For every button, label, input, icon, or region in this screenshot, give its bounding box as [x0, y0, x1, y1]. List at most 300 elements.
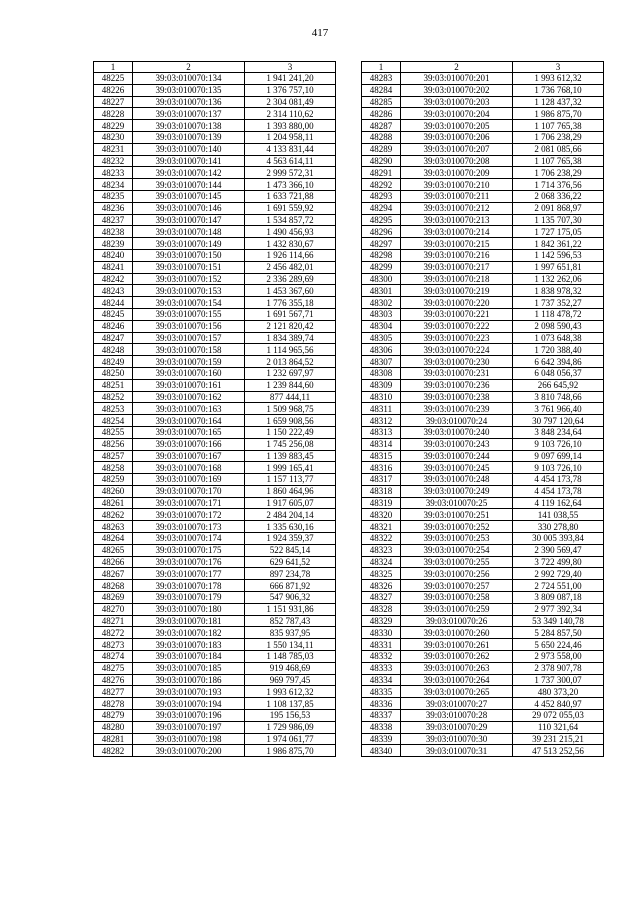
row-number-cell: 48295 — [362, 214, 401, 226]
cadastral-number-cell: 39:03:010070:224 — [401, 344, 513, 356]
cadastral-number-cell: 39:03:010070:239 — [401, 403, 513, 415]
cadastral-number-cell: 39:03:010070:263 — [401, 662, 513, 674]
row-number-cell: 48266 — [94, 556, 133, 568]
cadastral-number-cell: 39:03:010070:248 — [401, 474, 513, 486]
cadastral-value-cell: 2 068 336,22 — [513, 190, 604, 202]
row-number-cell: 48271 — [94, 615, 133, 627]
table-row — [362, 108, 604, 120]
table-row — [362, 686, 604, 698]
cadastral-number-cell: 39:03:010070:24 — [401, 415, 513, 427]
cadastral-value-cell: 1 139 883,45 — [245, 450, 336, 462]
row-number-cell: 48226 — [94, 84, 133, 96]
row-number-cell: 48307 — [362, 356, 401, 368]
cadastral-number-cell: 39:03:010070:245 — [401, 462, 513, 474]
row-number-cell: 48263 — [94, 521, 133, 533]
cadastral-number-cell: 39:03:010070:265 — [401, 686, 513, 698]
table-row — [94, 320, 336, 332]
cadastral-number-cell: 39:03:010070:219 — [401, 285, 513, 297]
cadastral-value-cell: 2 081 085,66 — [513, 143, 604, 155]
cadastral-number-cell: 39:03:010070:149 — [133, 238, 245, 250]
cadastral-value-cell: 195 156,53 — [245, 710, 336, 722]
cadastral-number-cell: 39:03:010070:201 — [401, 73, 513, 85]
cadastral-value-cell: 2 091 868,97 — [513, 202, 604, 214]
table-row — [362, 485, 604, 497]
table-row — [362, 544, 604, 556]
cadastral-value-cell: 3 761 966,40 — [513, 403, 604, 415]
cadastral-number-cell: 39:03:010070:196 — [133, 710, 245, 722]
cadastral-value-cell: 30 005 393,84 — [513, 533, 604, 545]
cadastral-value-cell: 1 550 134,11 — [245, 639, 336, 651]
cadastral-number-cell: 39:03:010070:141 — [133, 155, 245, 167]
table-row — [94, 733, 336, 745]
row-number-cell: 48225 — [94, 73, 133, 85]
table-header-row — [94, 62, 336, 73]
table-row — [362, 249, 604, 261]
cadastral-number-cell: 39:03:010070:148 — [133, 226, 245, 238]
table-row — [94, 426, 336, 438]
row-number-cell: 48327 — [362, 592, 401, 604]
cadastral-value-cell: 1 838 978,32 — [513, 285, 604, 297]
cadastral-value-cell: 110 321,64 — [513, 721, 604, 733]
cadastral-value-cell: 2 121 820,42 — [245, 320, 336, 332]
cadastral-number-cell: 39:03:010070:137 — [133, 108, 245, 120]
cadastral-number-cell: 39:03:010070:220 — [401, 297, 513, 309]
row-number-cell: 48302 — [362, 297, 401, 309]
row-number-cell: 48317 — [362, 474, 401, 486]
cadastral-value-cell: 1 745 256,08 — [245, 438, 336, 450]
table-row — [362, 450, 604, 462]
cadastral-number-cell: 39:03:010070:30 — [401, 733, 513, 745]
row-number-cell: 48314 — [362, 438, 401, 450]
cadastral-number-cell: 39:03:010070:230 — [401, 356, 513, 368]
table-row — [362, 639, 604, 651]
cadastral-value-cell: 1 204 958,11 — [245, 131, 336, 143]
table-header-row — [362, 62, 604, 73]
row-number-cell: 48287 — [362, 120, 401, 132]
cadastral-value-cell: 2 304 081,49 — [245, 96, 336, 108]
row-number-cell: 48285 — [362, 96, 401, 108]
row-number-cell: 48260 — [94, 485, 133, 497]
row-number-cell: 48227 — [94, 96, 133, 108]
cadastral-number-cell: 39:03:010070:214 — [401, 226, 513, 238]
table-row — [362, 238, 604, 250]
cadastral-number-cell: 39:03:010070:151 — [133, 261, 245, 273]
row-number-cell: 48293 — [362, 190, 401, 202]
row-number-cell: 48282 — [94, 745, 133, 757]
row-number-cell: 48232 — [94, 155, 133, 167]
cadastral-number-cell: 39:03:010070:205 — [401, 120, 513, 132]
table-row — [362, 214, 604, 226]
cadastral-number-cell: 39:03:010070:163 — [133, 403, 245, 415]
row-number-cell: 48240 — [94, 249, 133, 261]
row-number-cell: 48249 — [94, 356, 133, 368]
cadastral-value-cell: 4 452 840,97 — [513, 698, 604, 710]
row-number-cell: 48238 — [94, 226, 133, 238]
cadastral-value-cell: 1 842 361,22 — [513, 238, 604, 250]
cadastral-value-cell: 5 650 224,46 — [513, 639, 604, 651]
row-number-cell: 48290 — [362, 155, 401, 167]
row-number-cell: 48324 — [362, 556, 401, 568]
cadastral-number-cell: 39:03:010070:179 — [133, 592, 245, 604]
row-number-cell: 48235 — [94, 190, 133, 202]
table-row — [94, 202, 336, 214]
table-row — [362, 143, 604, 155]
cadastral-number-cell: 39:03:010070:251 — [401, 509, 513, 521]
table-row — [362, 344, 604, 356]
row-number-cell: 48286 — [362, 108, 401, 120]
cadastral-number-cell: 39:03:010070:183 — [133, 639, 245, 651]
table-row — [362, 710, 604, 722]
cadastral-number-cell: 39:03:010070:254 — [401, 544, 513, 556]
row-number-cell: 48331 — [362, 639, 401, 651]
table-row — [94, 474, 336, 486]
cadastral-value-cell: 1 118 478,72 — [513, 308, 604, 320]
cadastral-value-cell: 1 999 165,41 — [245, 462, 336, 474]
table-row — [94, 710, 336, 722]
row-number-cell: 48233 — [94, 167, 133, 179]
cadastral-number-cell: 39:03:010070:136 — [133, 96, 245, 108]
cadastral-number-cell: 39:03:010070:173 — [133, 521, 245, 533]
table-row — [94, 627, 336, 639]
table-row — [94, 698, 336, 710]
row-number-cell: 48261 — [94, 497, 133, 509]
cadastral-number-cell: 39:03:010070:208 — [401, 155, 513, 167]
cadastral-number-cell: 39:03:010070:197 — [133, 721, 245, 733]
cadastral-number-cell: 39:03:010070:135 — [133, 84, 245, 96]
row-number-cell: 48264 — [94, 533, 133, 545]
cadastral-value-cell: 1 128 437,32 — [513, 96, 604, 108]
table-row — [362, 356, 604, 368]
row-number-cell: 48242 — [94, 273, 133, 285]
cadastral-value-cell: 1 706 238,29 — [513, 167, 604, 179]
cadastral-value-cell: 1 132 262,06 — [513, 273, 604, 285]
cadastral-value-cell: 2 456 482,01 — [245, 261, 336, 273]
cadastral-value-cell: 2 724 551,00 — [513, 580, 604, 592]
table-row — [94, 544, 336, 556]
cadastral-number-cell: 39:03:010070:204 — [401, 108, 513, 120]
cadastral-number-cell: 39:03:010070:178 — [133, 580, 245, 592]
cadastral-number-cell: 39:03:010070:231 — [401, 367, 513, 379]
cadastral-value-cell: 1 107 765,38 — [513, 120, 604, 132]
row-number-cell: 48236 — [94, 202, 133, 214]
row-number-cell: 48268 — [94, 580, 133, 592]
row-number-cell: 48315 — [362, 450, 401, 462]
table-row — [362, 533, 604, 545]
cadastral-value-cell: 1 376 757,10 — [245, 84, 336, 96]
cadastral-number-cell: 39:03:010070:236 — [401, 379, 513, 391]
cadastral-number-cell: 39:03:010070:206 — [401, 131, 513, 143]
cadastral-value-cell: 4 454 173,78 — [513, 474, 604, 486]
table-row — [94, 167, 336, 179]
right-data-table — [361, 61, 604, 757]
cadastral-number-cell: 39:03:010070:171 — [133, 497, 245, 509]
cadastral-number-cell: 39:03:010070:238 — [401, 391, 513, 403]
cadastral-number-cell: 39:03:010070:166 — [133, 438, 245, 450]
table-row — [362, 167, 604, 179]
row-number-cell: 48306 — [362, 344, 401, 356]
cadastral-number-cell: 39:03:010070:145 — [133, 190, 245, 202]
table-row — [94, 403, 336, 415]
table-row — [94, 332, 336, 344]
cadastral-number-cell: 39:03:010070:139 — [133, 131, 245, 143]
table-row — [94, 285, 336, 297]
row-number-cell: 48325 — [362, 568, 401, 580]
row-number-cell: 48254 — [94, 415, 133, 427]
table-row — [94, 721, 336, 733]
cadastral-number-cell: 39:03:010070:222 — [401, 320, 513, 332]
cadastral-number-cell: 39:03:010070:140 — [133, 143, 245, 155]
cadastral-value-cell: 1 941 241,20 — [245, 73, 336, 85]
cadastral-value-cell: 2 013 864,52 — [245, 356, 336, 368]
table-row — [94, 415, 336, 427]
cadastral-number-cell: 39:03:010070:159 — [133, 356, 245, 368]
table-row — [94, 273, 336, 285]
row-number-cell: 48281 — [94, 733, 133, 745]
cadastral-value-cell: 1 509 968,75 — [245, 403, 336, 415]
cadastral-value-cell: 1 926 114,66 — [245, 249, 336, 261]
row-number-cell: 48248 — [94, 344, 133, 356]
row-number-cell: 48237 — [94, 214, 133, 226]
cadastral-value-cell: 30 797 120,64 — [513, 415, 604, 427]
cadastral-value-cell: 2 098 590,43 — [513, 320, 604, 332]
table-row — [362, 261, 604, 273]
cadastral-value-cell: 666 871,92 — [245, 580, 336, 592]
table-row — [94, 603, 336, 615]
table-row — [362, 556, 604, 568]
cadastral-number-cell: 39:03:010070:29 — [401, 721, 513, 733]
cadastral-number-cell: 39:03:010070:218 — [401, 273, 513, 285]
table-row — [94, 580, 336, 592]
cadastral-value-cell: 330 278,80 — [513, 521, 604, 533]
cadastral-value-cell: 1 993 612,32 — [245, 686, 336, 698]
table-row — [94, 249, 336, 261]
cadastral-number-cell: 39:03:010070:174 — [133, 533, 245, 545]
cadastral-value-cell: 6 642 394,86 — [513, 356, 604, 368]
table-row — [94, 745, 336, 757]
cadastral-number-cell: 39:03:010070:200 — [133, 745, 245, 757]
table-row — [362, 721, 604, 733]
table-row — [362, 391, 604, 403]
row-number-cell: 48337 — [362, 710, 401, 722]
row-number-cell: 48231 — [94, 143, 133, 155]
table-row — [94, 509, 336, 521]
cadastral-number-cell: 39:03:010070:156 — [133, 320, 245, 332]
cadastral-number-cell: 39:03:010070:244 — [401, 450, 513, 462]
table-row — [362, 332, 604, 344]
table-row — [94, 190, 336, 202]
cadastral-value-cell: 522 845,14 — [245, 544, 336, 556]
table-row — [362, 592, 604, 604]
cadastral-value-cell: 1 993 612,32 — [513, 73, 604, 85]
cadastral-value-cell: 1 691 567,71 — [245, 308, 336, 320]
cadastral-value-cell: 29 072 055,03 — [513, 710, 604, 722]
cadastral-value-cell: 629 641,52 — [245, 556, 336, 568]
row-number-cell: 48275 — [94, 662, 133, 674]
row-number-cell: 48296 — [362, 226, 401, 238]
row-number-cell: 48284 — [362, 84, 401, 96]
row-number-cell: 48251 — [94, 379, 133, 391]
row-number-cell: 48300 — [362, 273, 401, 285]
cadastral-number-cell: 39:03:010070:212 — [401, 202, 513, 214]
cadastral-value-cell: 3 722 499,80 — [513, 556, 604, 568]
row-number-cell: 48257 — [94, 450, 133, 462]
table-row — [94, 485, 336, 497]
cadastral-value-cell: 1 534 857,72 — [245, 214, 336, 226]
cadastral-value-cell: 1 073 648,38 — [513, 332, 604, 344]
row-number-cell: 48297 — [362, 238, 401, 250]
cadastral-number-cell: 39:03:010070:138 — [133, 120, 245, 132]
cadastral-value-cell: 1 834 389,74 — [245, 332, 336, 344]
table-row — [362, 568, 604, 580]
row-number-cell: 48301 — [362, 285, 401, 297]
table-row — [362, 155, 604, 167]
row-number-cell: 48228 — [94, 108, 133, 120]
row-number-cell: 48247 — [94, 332, 133, 344]
cadastral-value-cell: 1 727 175,05 — [513, 226, 604, 238]
table-row — [94, 533, 336, 545]
row-number-cell: 48234 — [94, 179, 133, 191]
row-number-cell: 48274 — [94, 651, 133, 663]
cadastral-value-cell: 1 729 986,09 — [245, 721, 336, 733]
cadastral-number-cell: 39:03:010070:264 — [401, 674, 513, 686]
table-row — [362, 379, 604, 391]
cadastral-number-cell: 39:03:010070:257 — [401, 580, 513, 592]
row-number-cell: 48265 — [94, 544, 133, 556]
cadastral-value-cell: 1 997 651,81 — [513, 261, 604, 273]
column-header: 3 — [513, 62, 604, 73]
row-number-cell: 48277 — [94, 686, 133, 698]
row-number-cell: 48316 — [362, 462, 401, 474]
table-row — [362, 308, 604, 320]
cadastral-number-cell: 39:03:010070:185 — [133, 662, 245, 674]
row-number-cell: 48326 — [362, 580, 401, 592]
table-row — [362, 202, 604, 214]
cadastral-value-cell: 1 974 061,77 — [245, 733, 336, 745]
row-number-cell: 48335 — [362, 686, 401, 698]
cadastral-number-cell: 39:03:010070:253 — [401, 533, 513, 545]
cadastral-value-cell: 4 454 173,78 — [513, 485, 604, 497]
cadastral-value-cell: 1 151 931,86 — [245, 603, 336, 615]
table-row — [362, 521, 604, 533]
row-number-cell: 48323 — [362, 544, 401, 556]
row-number-cell: 48252 — [94, 391, 133, 403]
table-row — [362, 179, 604, 191]
cadastral-value-cell: 2 336 289,69 — [245, 273, 336, 285]
cadastral-value-cell: 4 133 831,44 — [245, 143, 336, 155]
table-row — [94, 143, 336, 155]
row-number-cell: 48332 — [362, 651, 401, 663]
cadastral-number-cell: 39:03:010070:25 — [401, 497, 513, 509]
cadastral-number-cell: 39:03:010070:160 — [133, 367, 245, 379]
table-row — [94, 497, 336, 509]
cadastral-value-cell: 1 986 875,70 — [513, 108, 604, 120]
row-number-cell: 48279 — [94, 710, 133, 722]
table-row — [94, 214, 336, 226]
row-number-cell: 48230 — [94, 131, 133, 143]
cadastral-number-cell: 39:03:010070:154 — [133, 297, 245, 309]
cadastral-number-cell: 39:03:010070:167 — [133, 450, 245, 462]
row-number-cell: 48339 — [362, 733, 401, 745]
table-row — [362, 497, 604, 509]
column-header: 1 — [94, 62, 133, 73]
cadastral-value-cell: 6 048 056,37 — [513, 367, 604, 379]
cadastral-number-cell: 39:03:010070:217 — [401, 261, 513, 273]
cadastral-value-cell: 852 787,43 — [245, 615, 336, 627]
cadastral-value-cell: 1 737 300,07 — [513, 674, 604, 686]
cadastral-number-cell: 39:03:010070:150 — [133, 249, 245, 261]
row-number-cell: 48283 — [362, 73, 401, 85]
cadastral-value-cell: 53 349 140,78 — [513, 615, 604, 627]
cadastral-value-cell: 2 484 204,14 — [245, 509, 336, 521]
row-number-cell: 48294 — [362, 202, 401, 214]
cadastral-value-cell: 3 848 234,64 — [513, 426, 604, 438]
cadastral-value-cell: 9 103 726,10 — [513, 462, 604, 474]
table-row — [94, 450, 336, 462]
table-row — [94, 686, 336, 698]
cadastral-number-cell: 39:03:010070:168 — [133, 462, 245, 474]
cadastral-value-cell: 2 999 572,31 — [245, 167, 336, 179]
row-number-cell: 48329 — [362, 615, 401, 627]
cadastral-value-cell: 1 924 359,37 — [245, 533, 336, 545]
table-row — [362, 320, 604, 332]
row-number-cell: 48322 — [362, 533, 401, 545]
cadastral-number-cell: 39:03:010070:134 — [133, 73, 245, 85]
cadastral-number-cell: 39:03:010070:152 — [133, 273, 245, 285]
cadastral-number-cell: 39:03:010070:146 — [133, 202, 245, 214]
cadastral-value-cell: 1 239 844,60 — [245, 379, 336, 391]
table-row — [94, 556, 336, 568]
row-number-cell: 48330 — [362, 627, 401, 639]
cadastral-number-cell: 39:03:010070:259 — [401, 603, 513, 615]
table-row — [362, 580, 604, 592]
row-number-cell: 48245 — [94, 308, 133, 320]
cadastral-value-cell: 3 809 087,18 — [513, 592, 604, 604]
cadastral-value-cell: 1 108 137,85 — [245, 698, 336, 710]
table-row — [94, 226, 336, 238]
table-row — [362, 474, 604, 486]
cadastral-number-cell: 39:03:010070:261 — [401, 639, 513, 651]
cadastral-value-cell: 1 659 908,56 — [245, 415, 336, 427]
table-row — [362, 674, 604, 686]
row-number-cell: 48312 — [362, 415, 401, 427]
cadastral-value-cell: 1 453 367,60 — [245, 285, 336, 297]
row-number-cell: 48309 — [362, 379, 401, 391]
cadastral-number-cell: 39:03:010070:27 — [401, 698, 513, 710]
cadastral-number-cell: 39:03:010070:175 — [133, 544, 245, 556]
cadastral-number-cell: 39:03:010070:153 — [133, 285, 245, 297]
row-number-cell: 48338 — [362, 721, 401, 733]
table-row — [94, 639, 336, 651]
table-row — [94, 155, 336, 167]
cadastral-value-cell: 1 157 113,77 — [245, 474, 336, 486]
cadastral-number-cell: 39:03:010070:213 — [401, 214, 513, 226]
cadastral-value-cell: 1 473 366,10 — [245, 179, 336, 191]
row-number-cell: 48333 — [362, 662, 401, 674]
cadastral-number-cell: 39:03:010070:262 — [401, 651, 513, 663]
cadastral-number-cell: 39:03:010070:181 — [133, 615, 245, 627]
cadastral-value-cell: 897 234,78 — [245, 568, 336, 580]
table-row — [94, 120, 336, 132]
cadastral-number-cell: 39:03:010070:215 — [401, 238, 513, 250]
table-row — [94, 521, 336, 533]
row-number-cell: 48340 — [362, 745, 401, 757]
cadastral-value-cell: 47 513 252,56 — [513, 745, 604, 757]
table-row — [94, 438, 336, 450]
cadastral-value-cell: 1 393 880,00 — [245, 120, 336, 132]
cadastral-number-cell: 39:03:010070:142 — [133, 167, 245, 179]
row-number-cell: 48243 — [94, 285, 133, 297]
table-row — [94, 651, 336, 663]
